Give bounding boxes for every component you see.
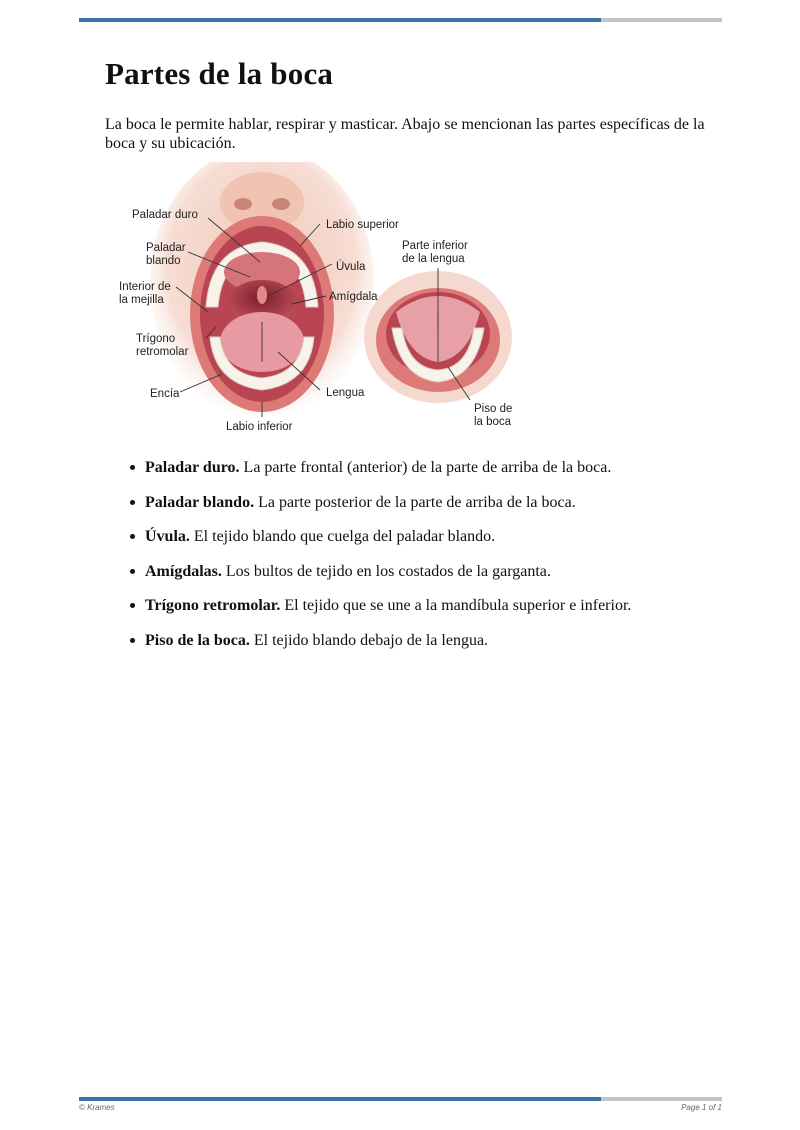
mouth-anatomy-illustration [110,162,530,437]
label-paladar-duro: Paladar duro [132,209,198,221]
top-accent-bar [79,18,722,22]
page-title: Partes de la boca [105,56,334,91]
list-item [105,458,725,493]
list-item-term: Amígdalas. [145,562,222,580]
label-paladar-blando-2: blando [146,255,181,267]
list-item [105,631,725,666]
bottom-accent-bar [79,1097,722,1101]
label-encia: Encía [150,388,180,400]
list-item-term: Úvula. [145,528,190,545]
list-item [105,596,725,631]
nostril-right [272,198,290,210]
top-accent-bar-gray [601,18,722,22]
label-trigono-2: retromolar [136,346,189,358]
list-item-text: El tejido que se une a la mandíbula superior e inferior. [280,597,632,614]
list-item-text: El tejido blando debajo de la lengua. [249,631,489,649]
label-interior-mejilla-1: Interior de [119,281,171,293]
label-piso-1: Piso de [474,403,513,415]
label-amigdala: Amígdala [329,291,378,303]
list-item-text: La parte frontal (anterior) de la parte de arriba de la boca. [239,459,612,476]
label-lengua: Lengua [326,387,365,399]
list-item-text: Los bultos de tejido en los costados de la garganta. [221,562,551,580]
label-paladar-blando-1: Paladar [146,242,186,254]
list-item [105,493,725,528]
list-item [105,527,725,562]
label-interior-mejilla-2: la mejilla [119,294,164,306]
label-labio-superior: Labio superior [326,219,399,231]
bottom-accent-bar-blue [79,1097,601,1101]
label-parte-inferior-1: Parte inferior [402,240,468,252]
bottom-accent-bar-gray [601,1097,722,1101]
label-labio-inferior: Labio inferior [226,421,293,433]
list-item-term: Trígono retromolar. [145,597,281,614]
mouth-parts-list [105,458,725,665]
list-item-text: El tejido blando que cuelga del paladar blando. [189,528,496,545]
footer-copyright: © Krames [79,1103,115,1112]
list-item-term: Piso de la boca. [145,631,250,649]
nostril-left [234,198,252,210]
uvula [257,286,267,304]
label-uvula: Úvula [336,261,366,273]
footer-page-number: Page 1 of 1 [681,1103,722,1112]
intro-paragraph: La boca le permite hablar, respirar y masticar. Abajo se mencionan las partes específicas de la boca y su ubicación. [105,116,705,152]
list-item [105,562,725,597]
label-trigono-1: Trígono [136,333,176,345]
top-accent-bar-blue [79,18,601,22]
list-item-term: Paladar duro. [145,459,240,476]
label-parte-inferior-2: de la lengua [402,253,465,265]
list-item-term: Paladar blando. [145,493,255,511]
list-item-text: La parte posterior de la parte de arriba de la boca. [254,493,576,511]
label-piso-2: la boca [474,416,512,428]
